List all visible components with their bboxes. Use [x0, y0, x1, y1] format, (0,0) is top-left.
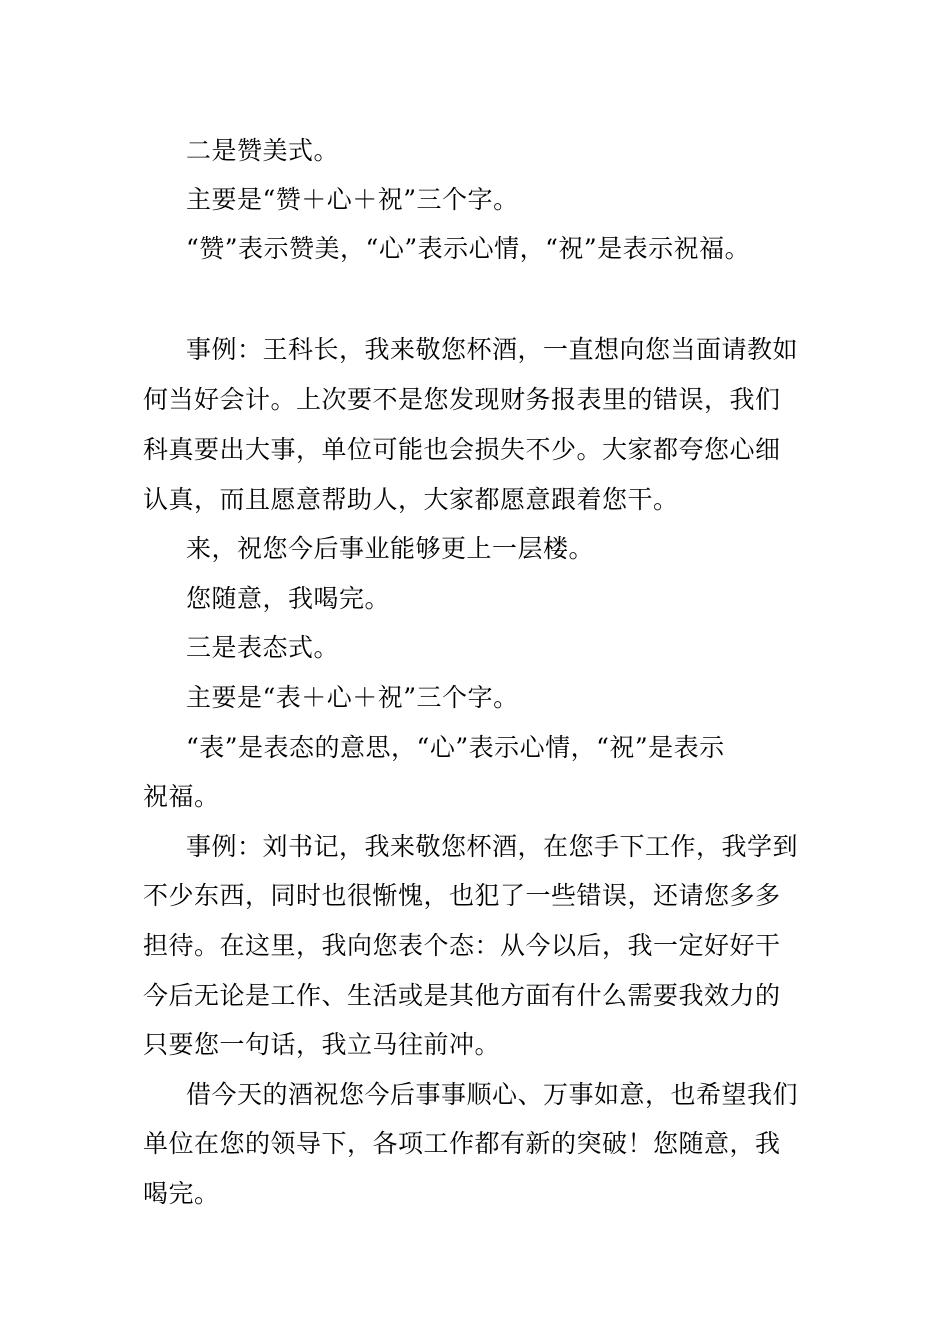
paragraph-line: 主要是“赞＋心＋祝”三个字。: [186, 185, 519, 214]
heading-pledge-style: 三是表态式。: [186, 633, 340, 662]
paragraph-line: 来，祝您今后事业能够更上一层楼。: [186, 534, 595, 563]
example-line: 今后无论是工作、生活或是其他方面有什么需要我效力的: [143, 981, 781, 1010]
example-line: 何当好会计。上次要不是您发现财务报表里的错误，我们: [143, 385, 781, 414]
example-line: 不少东西，同时也很惭愧，也犯了一些错误，还请您多多: [143, 881, 781, 910]
example-line: 科真要出大事，单位可能也会损失不少。大家都夸您心细: [143, 435, 781, 464]
example-line: 认真，而且愿意帮助人，大家都愿意跟着您干。: [143, 485, 679, 514]
paragraph-line: 借今天的酒祝您今后事事顺心、万事如意，也希望我们: [186, 1080, 799, 1109]
heading-praise-style: 二是赞美式。: [186, 136, 340, 165]
example-line: 事例：刘书记，我来敬您杯酒，在您手下工作，我学到: [186, 832, 799, 861]
example-line: 只要您一句话，我立马往前冲。: [143, 1030, 501, 1059]
example-line: 担待。在这里，我向您表个态：从今以后，我一定好好干: [143, 931, 781, 960]
paragraph-line: 单位在您的领导下，各项工作都有新的突破！您随意，我: [143, 1129, 781, 1158]
paragraph-line: 祝福。: [143, 782, 220, 811]
example-line: 事例：王科长，我来敬您杯酒，一直想向您当面请教如: [186, 335, 799, 364]
paragraph-line: 您随意，我喝完。: [186, 584, 391, 613]
paragraph-line: 喝完。: [143, 1179, 220, 1208]
paragraph-line: 主要是“表＋心＋祝”三个字。: [186, 683, 519, 712]
paragraph-line: “表”是表态的意思，“心”表示心情，“祝”是表示: [186, 733, 725, 762]
paragraph-line: “赞”表示赞美，“心”表示心情，“祝”是表示祝福。: [186, 234, 751, 263]
